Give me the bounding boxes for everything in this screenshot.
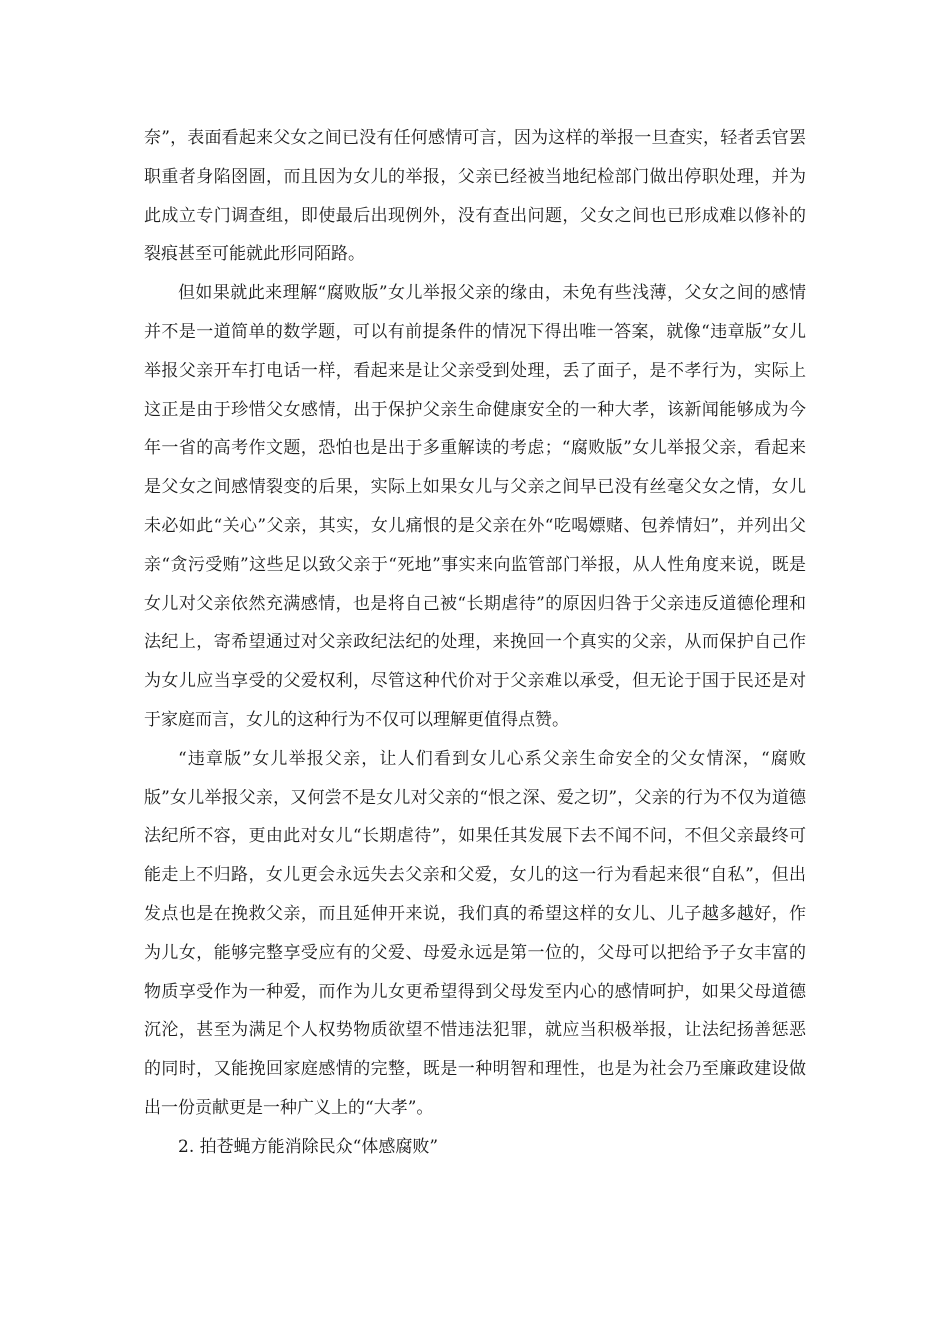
document-body [144, 119, 806, 1167]
paragraph: “违章版”女儿举报父亲，让人们看到女儿心系父亲生命安全的父女情深，“腐败版”女儿举报父亲，又何尝不是女儿对父亲的“恨之深、爱之切”，父亲的行为不仅为道德法纪所不容，更由此对女儿“长期虐待”，如果任其发展下去不闻不问，不但父亲最终可能走上不归路，女儿更会永远失去父亲和父爱，女儿的这一行为看起来很“自私”，但出发点也是在挽救父亲，而且延伸开来说，我们真的希望这样的女儿、儿子越多越好，作为儿女，能够完整享受应有的父爱、母爱永远是第一位的，父母可以把给予子女丰富的物质享受作为一种爱，而作为儿女更希望得到父母发至内心的感情呵护，如果父母道德沉沦，甚至为满足个人权势物质欲望不惜违法犯罪，就应当积极举报，让法纪扬善惩恶的同时，又能挽回家庭感情的完整，既是一种明智和理性，也是为社会乃至廉政建设做出一份贡献更是一种广义上的“大孝”。 [144, 748, 806, 1118]
section-heading: 2. 拍苍蝇方能消除民众“体感腐败” [178, 1136, 439, 1157]
paragraph-continuation: 奈”，表面看起来父女之间已没有任何感情可言，因为这样的举报一旦查实，轻者丢官罢职重者身陷囹圄，而且因为女儿的举报，父亲已经被当地纪检部门做出停职处理，并为此成立专门调查组，即使最后出现例外，没有查出问题，父女之间也已形成难以修补的裂痕甚至可能就此形同陌路。 [144, 128, 806, 265]
paragraph: 但如果就此来理解“腐败版”女儿举报父亲的缘由，未免有些浅薄，父女之间的感情并不是一道简单的数学题，可以有前提条件的情况下得出唯一答案，就像“违章版”女儿举报父亲开车打电话一样，看起来是让父亲受到处理，丢了面子，是不孝行为，实际上这正是由于珍惜父女感情，出于保护父亲生命健康安全的一种大孝，该新闻能够成为今年一省的高考作文题，恐怕也是出于多重解读的考虑；“腐败版”女儿举报父亲，看起来是父女之间感情裂变的后果，实际上如果女儿与父亲之间早已没有丝毫父女之情，女儿未必如此“关心”父亲，其实，女儿痛恨的是父亲在外“吃喝嫖赌、包养情妇”，并列出父亲“贪污受贿”这些足以致父亲于“死地”事实来向监管部门举报，从人性角度来说，既是女儿对父亲依然充满感情，也是将自己被“长期虐待”的原因归咎于父亲违反道德伦理和法纪上，寄希望通过对父亲政纪法纪的处理，来挽回一个真实的父亲，从而保护自己作为女儿应当享受的父爱权利，尽管这种代价对于父亲难以承受，但无论于国于民还是对于家庭而言，女儿的这种行为不仅可以理解更值得点赞。 [144, 283, 806, 730]
